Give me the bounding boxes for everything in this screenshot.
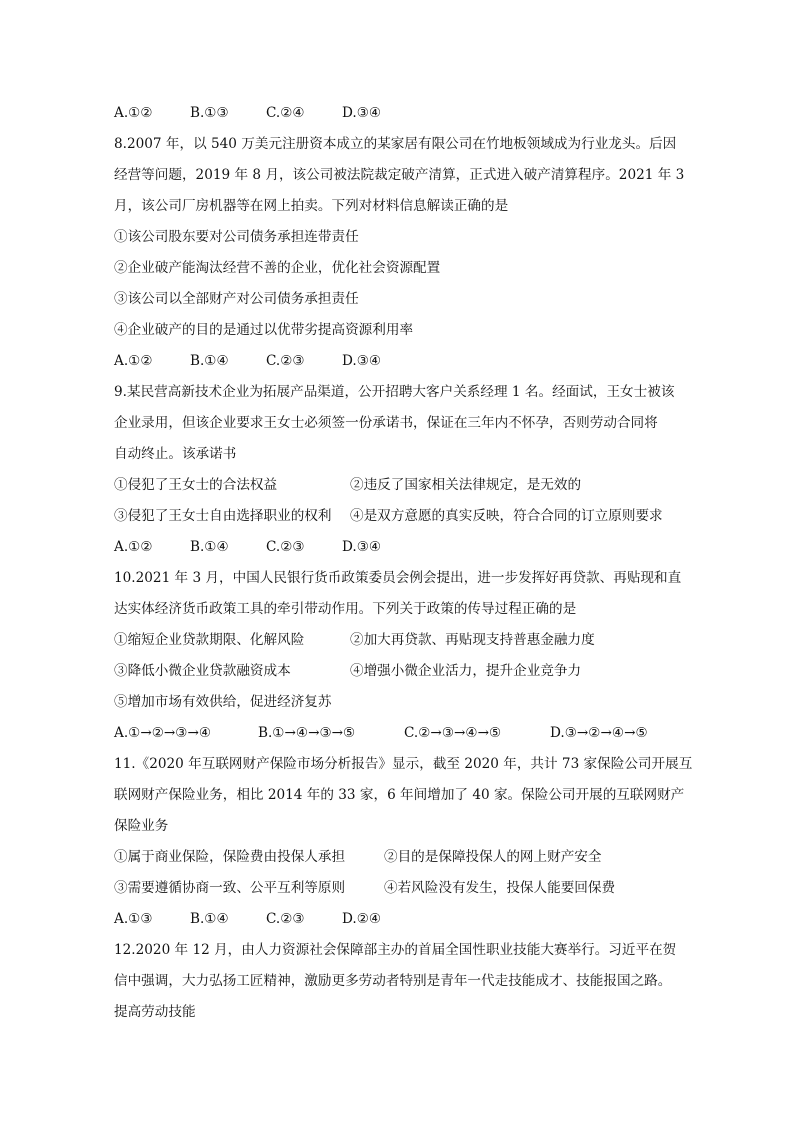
q9-item-row: [114, 501, 686, 532]
q10-item-row: [114, 656, 686, 687]
q12-stem-line: 12.2020 年 12 月，由人力资源社会保障部主办的首届全国性职业技能大赛举行。习近平在贺: [114, 942, 677, 958]
q11-item-row: [114, 873, 686, 904]
q10-item: ③降低小微企业贷款融资成本: [114, 663, 291, 679]
q10-stem-line: 达实体经济货币政策工具的牵引带动作用。下列关于政策的传导过程正确的是: [114, 601, 577, 617]
q9-item: ③侵犯了王女士自由选择职业的权利: [114, 508, 332, 524]
q8-option-d: D.③④: [342, 353, 382, 369]
q8-item: ①该公司股东要对公司债务承担连带责任: [114, 229, 359, 245]
q7-option-d: D.③④: [342, 105, 382, 121]
q11-option-b: B.①④: [190, 911, 229, 927]
q11-option-a: A.①③: [114, 911, 153, 927]
q11-item: ②目的是保障投保人的网上财产安全: [384, 849, 602, 865]
q10-option-a: A.①→②→③→④: [114, 725, 212, 741]
q9-option-b: B.①④: [190, 539, 229, 555]
q7-option-a: A.①②: [114, 105, 153, 121]
q8-option-a: A.①②: [114, 353, 153, 369]
q12-stem-line: 信中强调，大力弘扬工匠精神，激励更多劳动者特别是青年一代走技能成才、技能报国之路。: [114, 973, 672, 989]
q7-option-c: C.②④: [266, 105, 305, 121]
q11-stem-line: 联网财产保险业务，相比 2014 年的 33 家，6 年间增加了 40 家。保险公司开展的互联网财产: [114, 787, 685, 803]
q8-stem-line: 月，该公司厂房机器等在网上拍卖。下列对材料信息解读正确的是: [114, 198, 509, 214]
q8-option-c: C.②③: [266, 353, 305, 369]
q8-item: ②企业破产能淘汰经营不善的企业，优化社会资源配置: [114, 260, 441, 276]
q8-stem-line: 经营等问题，2019 年 8 月，该公司被法院裁定破产清算，正式进入破产清算程序。2021 年 3: [114, 167, 685, 183]
q8-item: ④企业破产的目的是通过以优带劣提高资源利用率: [114, 322, 414, 338]
q9-option-a: A.①②: [114, 539, 153, 555]
q9-stem-line: 9.某民营高新技术企业为拓展产品渠道，公开招聘大客户关系经理 1 名。经面试，王女士被该: [114, 384, 675, 400]
q11-option-d: D.②④: [342, 911, 382, 927]
q11-item: ①属于商业保险，保险费由投保人承担: [114, 849, 346, 865]
q10-option-d: D.③→②→④→⑤: [550, 725, 648, 741]
question-11: [114, 749, 693, 935]
q11-stem-line: 保险业务: [114, 818, 169, 834]
q10-answer-row: [114, 718, 686, 749]
q11-item: ④若风险没有发生，投保人能要回保费: [384, 880, 616, 896]
question-12: [114, 935, 686, 1028]
q10-item-row: [114, 625, 686, 656]
q8-answer-row: [114, 346, 686, 377]
q9-item: ④是双方意愿的真实反映，符合合同的订立原则要求: [350, 508, 663, 524]
q8-stem-line: 8.2007 年，以 540 万美元注册资本成立的某家居有限公司在竹地板领域成为行业龙头。后因: [114, 136, 677, 152]
question-10: [114, 563, 686, 749]
q9-stem-line: 企业录用，但该企业要求王女士必须签一份承诺书，保证在三年内不怀孕，否则劳动合同将: [114, 415, 658, 431]
q10-item: ②加大再贷款、再贴现支持普惠金融力度: [350, 632, 595, 648]
q9-option-c: C.②③: [266, 539, 305, 555]
q10-item: ④增强小微企业活力，提升企业竞争力: [350, 663, 582, 679]
q12-stem-line: 提高劳动技能: [114, 1004, 196, 1020]
q9-item-row: [114, 470, 686, 501]
q8-item: ③该公司以全部财产对公司债务承担责任: [114, 291, 359, 307]
q10-stem-line: 10.2021 年 3 月，中国人民银行货币政策委员会例会提出，进一步发挥好再贷款、再贴现和直: [114, 570, 682, 586]
question-8: [114, 129, 686, 377]
q10-option-b: B.①→④→③→⑤: [258, 725, 356, 741]
q9-option-d: D.③④: [342, 539, 382, 555]
q11-item-row: [114, 842, 686, 873]
q10-option-c: C.②→③→④→⑤: [404, 725, 502, 741]
q11-answer-row: [114, 904, 686, 935]
q10-item: ⑤增加市场有效供给，促进经济复苏: [114, 694, 332, 710]
q9-answer-row: [114, 532, 686, 563]
q9-stem-line: 自动终止。该承诺书: [114, 446, 237, 462]
q7-answer-row: [114, 98, 686, 129]
q8-option-b: B.①④: [190, 353, 229, 369]
q9-item: ①侵犯了王女士的合法权益: [114, 477, 278, 493]
q11-option-c: C.②③: [266, 911, 305, 927]
question-9: [114, 377, 686, 563]
q7-option-b: B.①③: [190, 105, 229, 121]
q10-item: ①缩短企业贷款期限、化解风险: [114, 632, 305, 648]
exam-page: [114, 98, 693, 1028]
q11-item: ③需要遵循协商一致、公平互利等原则: [114, 880, 346, 896]
q11-stem-line: 11.《2020 年互联网财产保险市场分析报告》显示，截至 2020 年，共计 73 家保险公司开展互: [114, 756, 693, 772]
q9-item: ②违反了国家相关法律规定，是无效的: [350, 477, 582, 493]
